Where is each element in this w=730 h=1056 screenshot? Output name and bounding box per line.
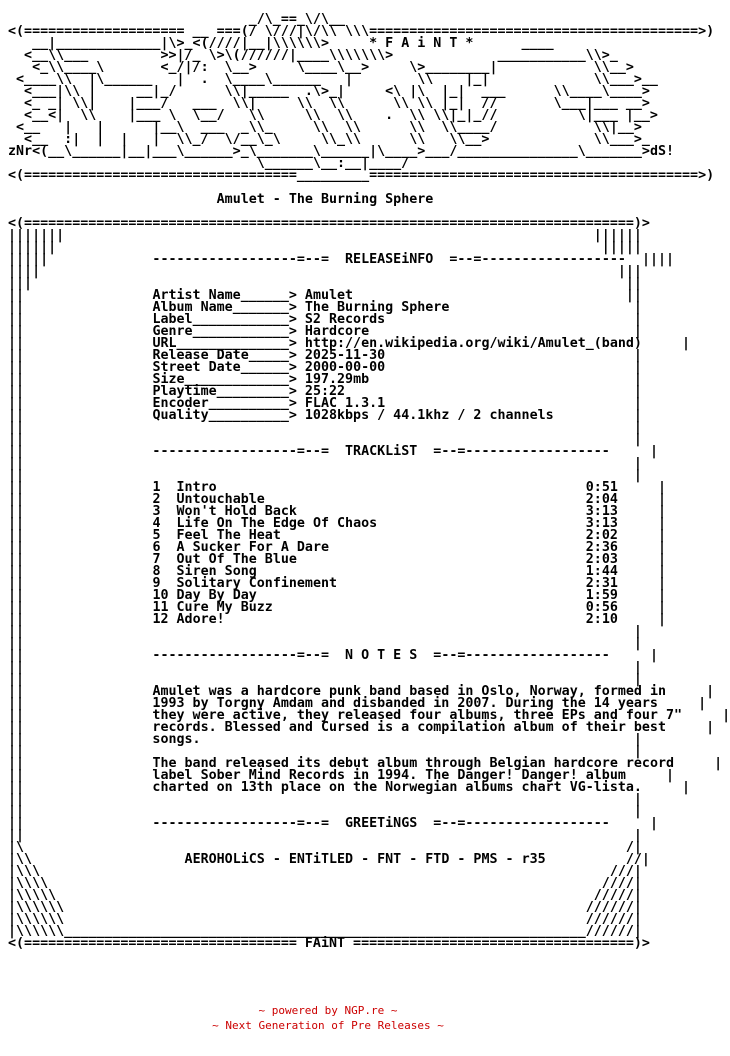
footer-tagline: ~ Next Generation of Pre Releases ~: [212, 1019, 444, 1032]
track-title: Siren Song: [176, 564, 257, 579]
info-label: Encoder: [152, 396, 209, 411]
track-time: 3:13: [585, 516, 618, 531]
info-label: Genre: [152, 324, 193, 339]
track-number: 7: [152, 552, 161, 567]
track-title: Solitary Confinement: [176, 576, 338, 591]
info-label: URL: [152, 336, 177, 351]
track-title: Won't Hold Back: [176, 504, 297, 519]
track-number: 9: [152, 576, 161, 591]
track-time: 0:56: [585, 600, 618, 615]
info-label: Street Date: [152, 360, 241, 375]
info-value: 25:22: [304, 384, 346, 399]
section-notes: N O T E S: [345, 648, 418, 663]
info-value: FLAC 1.3.1: [304, 396, 386, 411]
track-number: 10: [152, 588, 169, 603]
track-time: 2:31: [585, 576, 618, 591]
track-title: Life On The Edge Of Chaos: [176, 516, 378, 531]
info-value: http://en.wikipedia.org/wiki/Amulet_(band): [304, 336, 642, 351]
track-title: Cure My Buzz: [176, 600, 273, 615]
track-title: Untouchable: [176, 492, 265, 507]
info-value: 1028kbps / 44.1khz / 2 channels: [304, 408, 554, 423]
section-greetings: GREETiNGS: [345, 816, 418, 831]
track-time: 0:51: [585, 480, 618, 495]
info-label: Label: [152, 312, 193, 327]
track-number: 12: [152, 612, 169, 627]
track-title: Day By Day: [176, 588, 257, 603]
track-number: 8: [152, 564, 161, 579]
track-title: Adore!: [176, 612, 225, 627]
info-label: Quality: [152, 408, 209, 423]
logo-left-tag: zNr: [8, 144, 33, 159]
track-time: 1:59: [585, 588, 618, 603]
track-title: Feel The Heat: [176, 528, 281, 543]
logo-right-tag: dS!: [649, 144, 675, 159]
track-time: 2:02: [585, 528, 618, 543]
footer-powered-by: ~ powered by NGP.re ~: [258, 1004, 398, 1017]
track-time: 2:03: [585, 552, 618, 567]
track-time: 2:04: [585, 492, 618, 507]
info-label: Size: [152, 372, 185, 387]
info-value: 2000-00-00: [304, 360, 386, 375]
track-time: 2:36: [585, 540, 618, 555]
track-title: Out Of The Blue: [176, 552, 297, 567]
info-value: The Burning Sphere: [304, 300, 450, 315]
info-label: Album Name: [152, 300, 233, 315]
info-label: Release Date: [152, 348, 249, 363]
track-number: 6: [152, 540, 161, 555]
info-label: Artist Name: [152, 288, 241, 303]
track-number: 1: [152, 480, 161, 495]
section-tracklist: TRACKLiST: [345, 444, 418, 459]
track-number: 11: [152, 600, 169, 615]
track-number: 2: [152, 492, 161, 507]
info-value: S2 Records: [304, 312, 386, 327]
info-value: 197.29mb: [304, 372, 370, 387]
track-title: Intro: [176, 480, 217, 495]
info-label: Playtime: [152, 384, 217, 399]
track-time: 3:13: [585, 504, 618, 519]
track-time: 1:44: [585, 564, 618, 579]
track-title: A Sucker For A Dare: [176, 540, 329, 555]
track-time: 2:10: [585, 612, 618, 627]
track-number: 5: [152, 528, 161, 543]
info-value: 2025-11-30: [304, 348, 386, 363]
info-value: Amulet: [304, 288, 354, 303]
track-number: 3: [152, 504, 161, 519]
release-title: Amulet - The Burning Sphere: [216, 192, 434, 207]
greetings-list: AEROHOLiCS - ENTiTLED - FNT - FTD - PMS - r35: [184, 852, 546, 867]
nfo-text: _/\_==_\/\__ <(==================== __ ===(/ \///|\/\\ \\\=========================================>) __|_____________|\>_<(////|__|\\\\\\> * F A i N T * ____ <__\\___ >>|/_ \>\(//////|____\\\\\\\> ___________\\>_ <_\\____\ <_/|/: \__> \____\__> \>________| \\__> <____\\ |\______ | . \____\______ | \\ |_| \\___>__ <___|\\ | __|_/ \\|_____ .\>_| <\ |\ |_| ___ \\____\____> <_ _| \\| |___/ ___ \\| \\ \\ \\ \\ |_| // \___|___ __> <__<| \\ |___ \ \__/ \\ \\ \\ . \\ \\|_|_// \|___ |__> <__ | | |__\ ___ _\\_ \\ \\ \\ \\____/ \\|__> <__ :| | | | \\_/ \/__\_\ \\_\\ \\ \\__> \\___>_ zNr<(__\______|__|___\______>_\_______\______|\____>___/_______________\_______>dS! \______\__:__|____/ <(==================================_________=========================================>) Amulet - The Burning Sphere <(============================================================================)> ||||||| |||||| |||||| ||||| ||||| ------------------=--= RELEASEiNFO =--=------------------ |||| |||| ||| ||| || || Artist Name______> Amulet || || Album Name_______> The Burning Sphere | || Label____________> S2 Records | || Genre____________> Hardcore | || URL______________> http://en.wikipedia.org/wiki/Amulet_(band) | || Release Date_____> 2025-11-30 | || Street Date______> 2000-00-00 | || Size_____________> 197.29mb | || Playtime_________> 25:22 | || Encoder__________> FLAC 1.3.1 | || Quality__________> 1028kbps / 44.1khz / 2 channels | || | || | || ------------------=--= TRACKLiST =--=------------------ | || | || | || 1 Intro 0:51 | || 2 Untouchable 2:04 | || 3 Won't Hold Back 3:13 | || 4 Life On The Edge Of Chaos 3:13 | || 5 Feel The Heat 2:02 | || 6 A Sucker For A Dare 2:36 | || 7 Out Of The Blue 2:03 | || 8 Siren Song 1:44 | || 9 Solitary Confinement 2:31 | || 10 Day By Day 1:59 | || 11 Cure My Buzz 0:56 | || 12 Adore! 2:10 | || | || | || ------------------=--= N O T E S =--=------------------ | || | || | || Amulet was a hardcore punk band based in Oslo, Norway, formed in | || 1993 by Torgny Amdam and disbanded in 2007. During the 14 years | || they were active, they released four albums, three EPs and four 7" | || records. Blessed and Cursed is a compilation album of their best | || songs. | || | || The band released its debut album through Belgian hardcore record | || label Sober Mind Records in 1994. The Danger! Danger! album | || charted on 13th place on the Norwegian albums chart VG-lista. | || | || | || ------------------=--= GREETiNGS =--=------------------ | || | |\ /| |\\ AEROHOLiCS - ENTiTLED - FNT - FTD - PMS - r35 //| |\\\ ///| |\\\\ ////| |\\\\\ /////| |\\\\\\ //////| |\\\\\\ //////| |\\\\\\_________________________________________________________________//////| <(================================== FAiNT ===================================)>: [8, 12, 730, 951]
section-bottom: FAiNT: [304, 936, 346, 951]
info-value: Hardcore: [304, 324, 370, 339]
section-release-info: RELEASEiNFO: [345, 252, 434, 267]
track-number: 4: [152, 516, 161, 531]
